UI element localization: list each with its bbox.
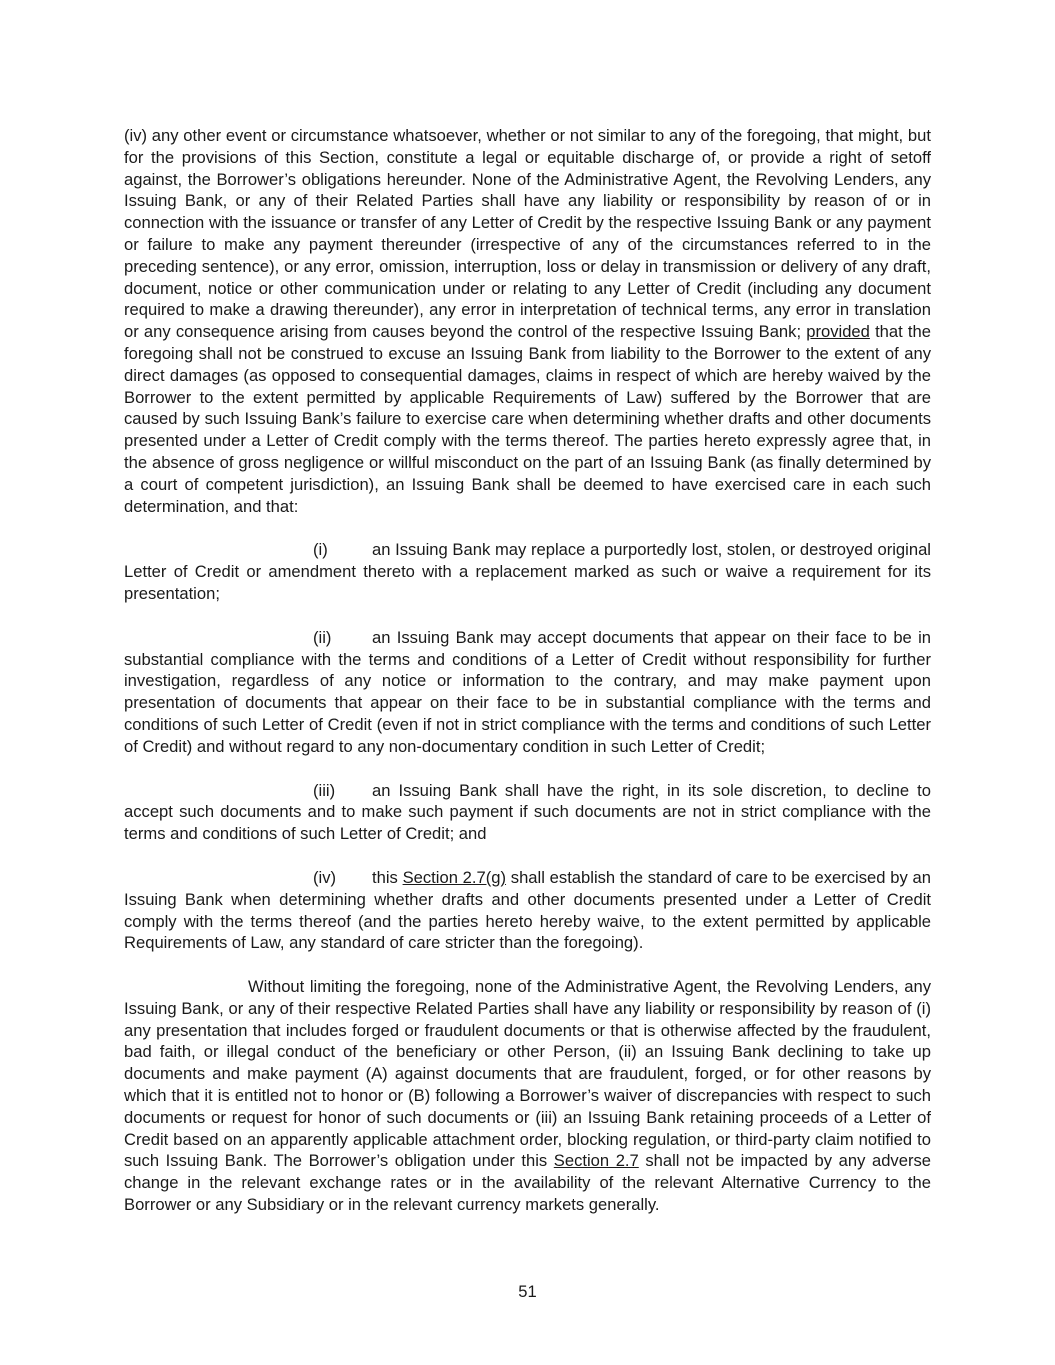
list-item-ii [124, 627, 931, 758]
list-item-text: an Issuing Bank may replace a purportedly lost, stolen, or destroyed original Letter of Credit or amendment thereto with a replacement marked as such or waive a requirement for its presentation; [124, 540, 931, 603]
list-item-i [124, 539, 931, 604]
intro-text-part1: (iv) any other event or circumstance whatsoever, whether or not similar to any of the foregoing, that might, but for the provisions of this Section, constitute a legal or equitable discharge of, or provide a right of setoff against, the Borrower’s obligations hereunder. None of the Administrative Agent, the Revolving Lenders, any Issuing Bank, or any of their Related Parties shall have any liability or responsibility by reason of or in connection with the issuance or transfer of any Letter of Credit by the respective Issuing Bank or any payment or failure to make any payment thereunder (irrespective of any of the circumstances referred to in the preceding sentence), or any error, omission, interruption, loss or delay in transmission or delivery of any draft, document, notice or other communication under or relating to any Letter of Credit (including any document required to make a drawing thereunder), any error in interpretation of technical terms, any error in translation or any consequence arising from causes beyond the control of the respective Issuing Bank; [124, 126, 931, 342]
intro-text-part2: that the foregoing shall not be construed to excuse an Issuing Bank from liability to the Borrower to the extent of any direct damages (as opposed to consequential damages, claims in respect of which are hereby waived by the Borrower to the extent permitted by applicable Requirements of Law) suffered by the Borrower that are caused by such Issuing Bank’s failure to exercise care when determining whether drafts and other documents presented under a Letter of Credit comply with the terms thereof. The parties hereto expressly agree that, in the absence of gross negligence or willful misconduct on the part of an Issuing Bank (as finally determined by a court of competent jurisdiction), an Issuing Bank shall be deemed to have exercised care in each such determination, and that: [124, 322, 931, 516]
list-item-number: (iv) [313, 867, 337, 887]
section-reference: Section 2.7 [553, 1151, 639, 1171]
page-number: 51 [518, 1282, 537, 1301]
list-item-iv [124, 867, 931, 954]
list-item-iii [124, 780, 931, 845]
list-item-text-post: shall establish the standard of care to be exercised by an Issuing Bank when determining whether drafts and other documents presented under a Letter of Credit comply with the terms thereof (and the parties hereto hereby waive, to the extent permitted by applicable Requirements of Law, any standard of care stricter than the foregoing). [124, 867, 931, 953]
closing-paragraph [124, 976, 931, 1216]
list-item-number: (ii) [313, 627, 332, 647]
closing-text-part1: Without limiting the foregoing, none of the Administrative Agent, the Revolving Lenders, any Issuing Bank, or any of their respective Related Parties shall have any liability or responsibility by reason of (i) any presentation that includes forged or fraudulent documents or that is otherwise affected by the fraudulent, bad faith, or illegal conduct of the beneficiary or other Person, (ii) an Issuing Bank declining to take up documents and make payment (A) against documents that are fraudulent, forged, or for other reasons by which that it is entitled not to honor or (B) following a Borrower’s waiver of discrepancies with respect to such documents or request for honor of such documents or (iii) an Issuing Bank retaining proceeds of a Letter of Credit based on an apparently applicable attachment order, blocking regulation, or third-party claim notified to such Issuing Bank. The Borrower’s obligation under this [124, 977, 931, 1171]
list-item-text: an Issuing Bank may accept documents that appear on their face to be in substantial compliance with the terms and conditions of a Letter of Credit without responsibility for further investigation, regardless of any notice or information to the contrary, and may make payment upon presentation of documents that appear on their face to be in substantial compliance with the terms and conditions of such Letter of Credit (even if not in strict compliance with the terms and conditions of such Letter of Credit) and without regard to any non-documentary condition in such Letter of Credit; [124, 627, 931, 756]
list-item-number: (iii) [313, 780, 336, 800]
list-item-text: an Issuing Bank shall have the right, in its sole discretion, to decline to accept such documents and to make such payment if such documents are not in strict compliance with the terms and conditions of such Letter of Credit; and [124, 780, 931, 844]
closing-text-part2: shall not be impacted by any adverse change in the relevant exchange rates or in the availability of the relevant Alternative Currency to the Borrower or any Subsidiary or in the relevant currency markets generally. [124, 1151, 931, 1215]
provided-term: provided [806, 322, 870, 342]
intro-paragraph [124, 125, 931, 517]
section-reference: Section 2.7(g) [402, 867, 507, 887]
document-body [124, 125, 931, 1216]
list-item-text-pre: this [372, 867, 403, 887]
list-item-number: (i) [313, 540, 328, 560]
